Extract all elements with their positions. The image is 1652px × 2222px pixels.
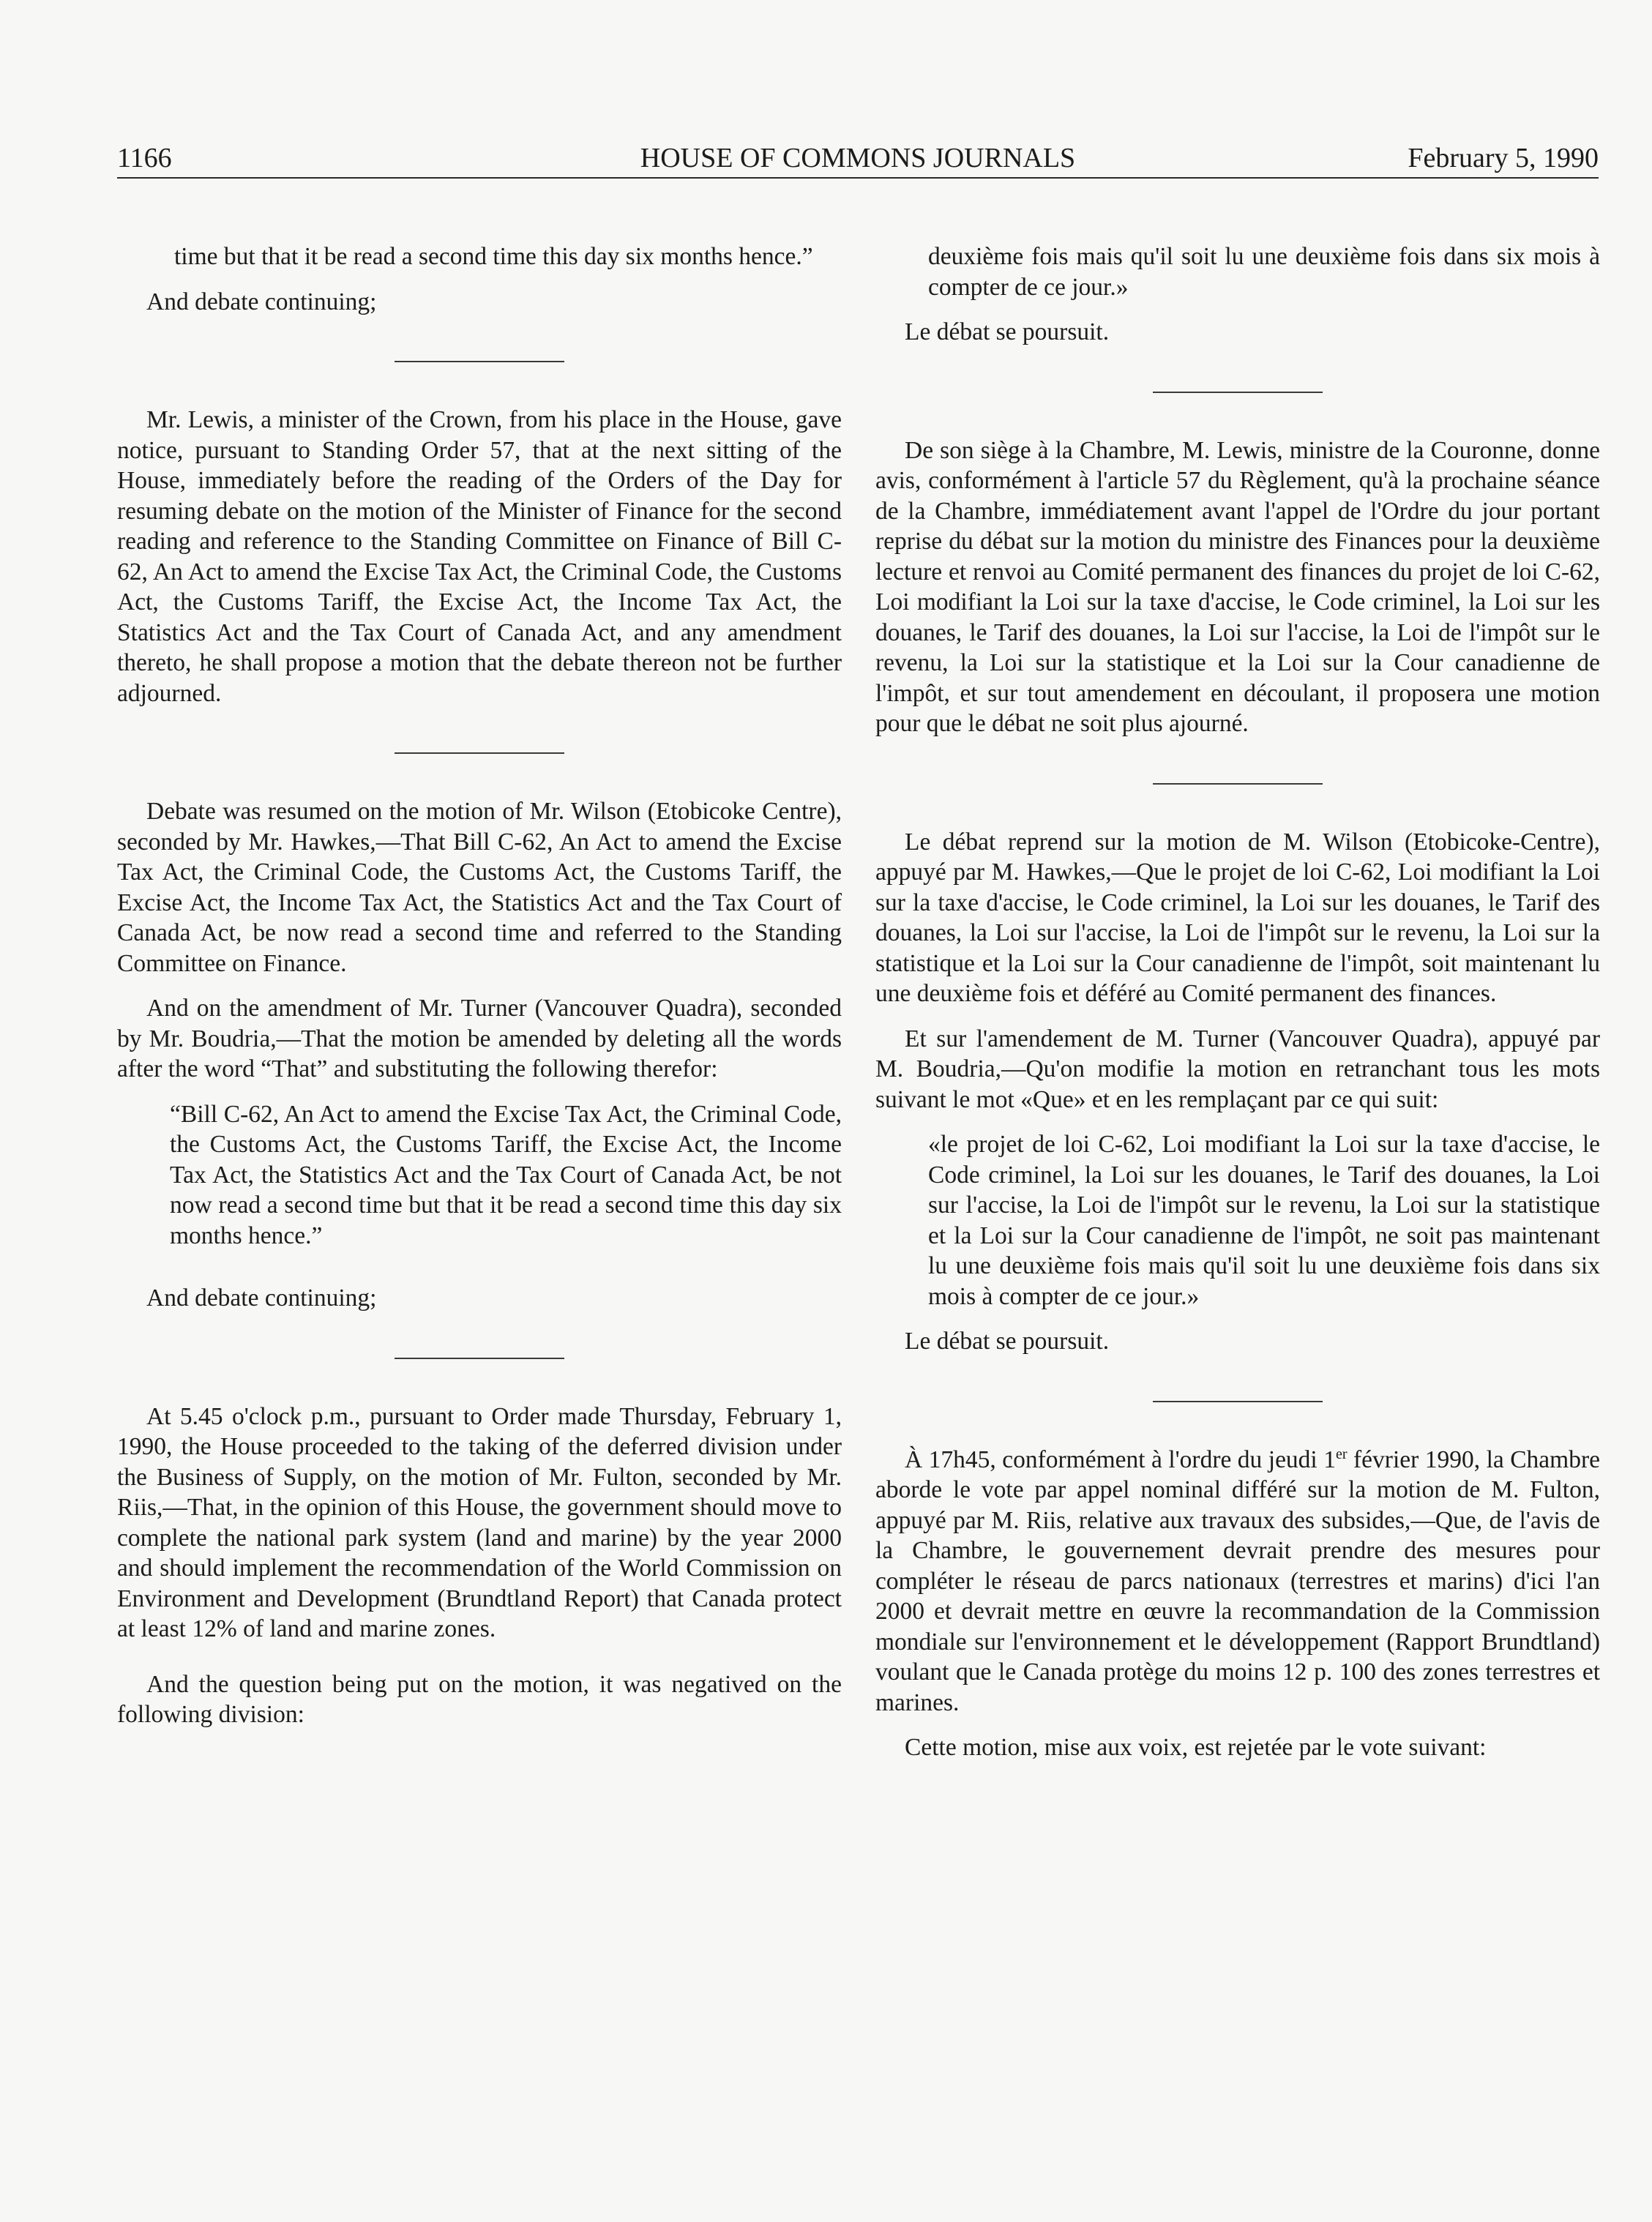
fr-question-put: Cette motion, mise aux voix, est rejetée par le vote suivant:: [905, 1734, 1487, 1761]
en-amendment-paragraph: And on the amendment of Mr. Turner (Vancouver Quadra), seconded by Mr. Boudria,—That the motion be amended by deleting all the words after the word “That” and substituting the following therefor:: [117, 995, 842, 1082]
fr-division-text-start: À 17h45, conformément à l'ordre du jeudi 1: [905, 1445, 1336, 1473]
en-amendment-quote: “Bill C-62, An Act to amend the Excise Tax Act, the Criminal Code, the Customs Act, the Customs Tariff, the Excise Act, the Income Tax Act, the Statistics Act and the Tax Court of Canada Act, be not now read a second time but that it be read a second time this day six months hence.”: [170, 1100, 842, 1249]
section-divider: [875, 739, 1600, 827]
fr-division-paragraph: [875, 1445, 1600, 1718]
en-debate-resumed-paragraph: Debate was resumed on the motion of Mr. Wilson (Etobicoke Centre), seconded by Mr. Hawkes,—That Bill C-62, An Act to amend the Excise Tax Act, the Criminal Code, the Customs Act, the Customs Tariff, the Excise Act, the Income Tax Act, the Statistics Act and the Tax Court of Canada Act, be now read a second time and referred to the Standing Committee on Finance.: [117, 798, 842, 977]
page-number: 1166: [117, 143, 172, 173]
fr-notice-paragraph: De son siège à la Chambre, M. Lewis, ministre de la Couronne, donne avis, conformément à l'article 57 du Règlement, qu'à la prochaine séance de la Chambre, immédiatement avant l'appel de l'Ordre du jour portant reprise du débat sur la motion du ministre des Finances pour la deuxième lecture et renvoi au Comité permanent des finances du projet de loi C-62, Loi modifiant la Loi sur la taxe d'accise, le Code criminel, la Loi sur les douanes, le Tarif des douanes, la Loi sur l'accise, la Loi de l'impôt sur le revenu, la Loi sur la statistique et la Loi sur la Cour canadienne de l'impôt, et sur tout amendement en découlant, il proposera une motion pour que le débat ne soit plus ajourné.: [875, 436, 1600, 737]
section-divider: [875, 348, 1600, 435]
en-question-put: And the question being put on the motion, it was negatived on the following division:: [117, 1670, 842, 1728]
fr-debate-continuing-2: Le débat se poursuit.: [905, 1328, 1110, 1355]
section-divider: [875, 1357, 1600, 1445]
en-division-paragraph: At 5.45 o'clock p.m., pursuant to Order made Thursday, February 1, 1990, the House proceeded to the taking of the deferred division under the Business of Supply, on the motion of Mr. Fulton, seconded by Mr. Riis,—That, in the opinion of this House, the government should move to complete the national park system (land and marine) by the year 2000 and should implement the recommendation of the World Commission on Environment and Development (Brundtland Report) that Canada protect at least 12% of land and marine zones.: [117, 1402, 842, 1642]
fr-debate-resumed-paragraph: Le débat reprend sur la motion de M. Wilson (Etobicoke-Centre), appuyé par M. Hawkes,—Que le projet de loi C-62, Loi modifiant la Loi sur la taxe d'accise, le Code criminel, la Loi sur les douanes, le Tarif des douanes, la Loi sur l'accise, la Loi de l'impôt sur le revenu, la Loi sur la statistique et la Loi sur la Cour canadienne de l'impôt, soit maintenant lu une deuxième fois et déféré au Comité permanent des finances.: [875, 828, 1600, 1007]
section-divider: [117, 1314, 842, 1402]
en-debate-continuing-2: And debate continuing;: [146, 1284, 377, 1312]
page-date: February 5, 1990: [1408, 143, 1599, 173]
fr-ordinal-suffix: er: [1335, 1445, 1348, 1462]
section-divider: [117, 317, 842, 405]
page-header: [117, 139, 1599, 179]
en-notice-paragraph: Mr. Lewis, a minister of the Crown, from his place in the House, gave notice, pursuant to Standing Order 57, that at the next sitting of the House, immediately before the reading of the Orders of the Day for resuming debate on the motion of the Minister of Finance for the second reading and reference to the Standing Committee on Finance of Bill C-62, An Act to amend the Excise Tax Act, the Criminal Code, the Customs Act, the Customs Tariff, the Excise Act, the Income Tax Act, the Statistics Act and the Tax Court of Canada Act, and any amendment thereto, he shall propose a motion that the debate thereon not be further adjourned.: [117, 406, 842, 707]
fr-amendment-paragraph: Et sur l'amendement de M. Turner (Vancouver Quadra), appuyé par M. Boudria,—Qu'on modifie la motion en retranchant tous les mots suivant le mot «Que» et en les remplaçant par ce qui suit:: [875, 1025, 1600, 1113]
french-column: [875, 242, 1600, 1763]
fr-division-text-end: février 1990, la Chambre aborde le vote par appel nominal différé sur la motion de M. Fulton, appuyé par M. Riis, relative aux travaux des subsides,—Que, de l'avis de la Chambre, le gouvernement devrait prendre des mesures pour compléter le réseau de parcs nationaux (terrestres et marins) d'ici l'an 2000 et devrait mettre en œuvre la recommandation de la Commission mondiale sur l'environnement et le développement (Rapport Brundtland) voulant que le Canada protège du moins 12 p. 100 des zones terrestres et marines.: [875, 1445, 1600, 1716]
fr-debate-continuing-1: Le débat se poursuit.: [905, 318, 1110, 345]
fr-quote-continuation: deuxième fois mais qu'il soit lu une deuxième fois dans six mois à compter de ce jour.»: [928, 243, 1600, 301]
fr-amendment-quote: «le projet de loi C-62, Loi modifiant la Loi sur la taxe d'accise, le Code criminel, la Loi sur les douanes, le Tarif des douanes, la Loi sur l'accise, la Loi de l'impôt sur le revenu, la Loi sur la statistique et la Loi sur la Cour canadienne de l'impôt, ne soit pas maintenant lu une deuxième fois mais qu'il soit lu une deuxième fois dans six mois à compter de ce jour.»: [928, 1131, 1600, 1310]
section-divider: [117, 708, 842, 796]
journal-title: HOUSE OF COMMONS JOURNALS: [640, 143, 1076, 173]
en-quote-continuation: time but that it be read a second time this day six months hence.”: [174, 243, 813, 270]
english-column: [117, 242, 842, 1730]
en-debate-continuing-1: And debate continuing;: [146, 288, 377, 315]
